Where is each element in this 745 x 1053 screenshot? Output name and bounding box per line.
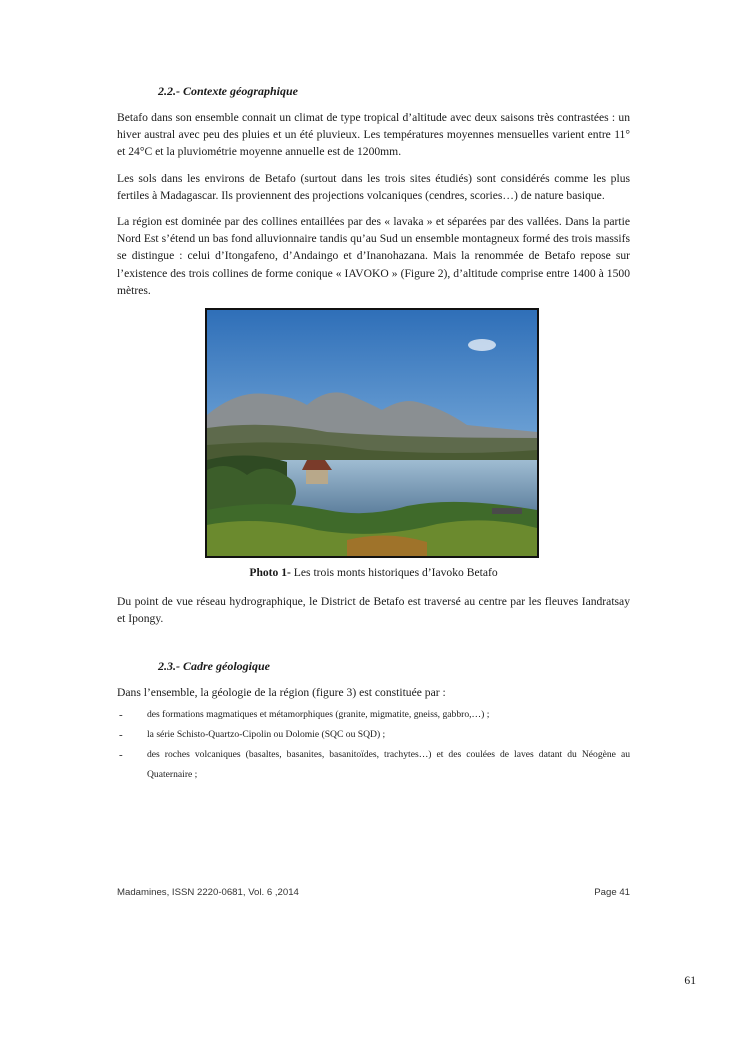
paragraph-climate: Betafo dans son ensemble connait un climat de type tropical d’altitude avec deux saisons très contrastées : un hiver austral avec peu des pluies et un été pluvieux. Les températures moyennes mensuelles varient entre 11° et 24°C et la pluviométrie moyenne annuelle est de 1200mm. (117, 111, 630, 159)
photo-iavoko-mountains (205, 308, 539, 558)
list-item-text: des formations magmatiques et métamorphiques (granite, migmatite, gneiss, gabbro,…) ; (147, 708, 490, 720)
section-heading-geological-setting: 2.3.- Cadre géologique (158, 659, 270, 674)
section-heading-geographic-context: 2.2.- Contexte géographique (158, 84, 298, 98)
footer-page-label: Page 41 (594, 887, 630, 898)
photo-caption (117, 564, 630, 581)
photo-caption-label: Photo 1- (249, 566, 291, 580)
list-item-text: des roches volcaniques (basaltes, basanites, basanitoïdes, trachytes…) et des coulées de laves datant du Néogène au Quaternaire ; (147, 748, 630, 780)
page-content (117, 82, 630, 785)
footer-journal-info: Madamines, ISSN 2220-0681, Vol. 6 ,2014 (117, 887, 299, 898)
paragraph-geology-intro: Dans l’ensemble, la géologie de la région (figure 3) est constituée par : (117, 686, 446, 700)
list-item: - des formations magmatiques et métamorphiques (granite, migmatite, gneiss, gabbro,…) ; (119, 708, 490, 721)
paragraph-hydrography: Du point de vue réseau hydrographique, le District de Betafo est traversé au centre par les fleuves Iandratsay et Ipongy. (117, 595, 630, 626)
photo-caption-text: Les trois monts historiques d’Iavoko Betafo (290, 566, 498, 580)
geology-list (117, 705, 630, 785)
page-number: 61 (684, 974, 696, 987)
landscape-illustration (207, 310, 537, 556)
list-item: - la série Schisto-Quartzo-Cipolin ou Dolomie (SQC ou SQD) ; (119, 728, 386, 741)
paragraph-relief: La région est dominée par des collines entaillées par des « lavaka » et séparées par des vallées. Dans la partie Nord Est s’étend un bas fond alluvionnaire tandis qu’au Sud un ensemble montagneux formé des trois massifs se distingue : celui d’Itongafeno, d’Andaingo et d’Inanohazana. Mais la renommée de Betafo repose sur l’existence des trois collines de forme conique « IAVOKO » (Figure 2), d’altitude comprise entre 1400 à 1500 mètres. (117, 215, 630, 297)
list-item-text: la série Schisto-Quartzo-Cipolin ou Dolomie (SQC ou SQD) ; (147, 728, 386, 740)
list-item: - des roches volcaniques (basaltes, basanites, basanitoïdes, trachytes…) et des coulées de laves datant du Néogène au Quaternaire ; (119, 748, 630, 780)
paragraph-soils: Les sols dans les environs de Betafo (surtout dans les trois sites étudiés) sont considérés comme les plus fertiles à Madagascar. Ils proviennent des projections volcaniques (cendres, scories…) de nature basique. (117, 171, 630, 202)
